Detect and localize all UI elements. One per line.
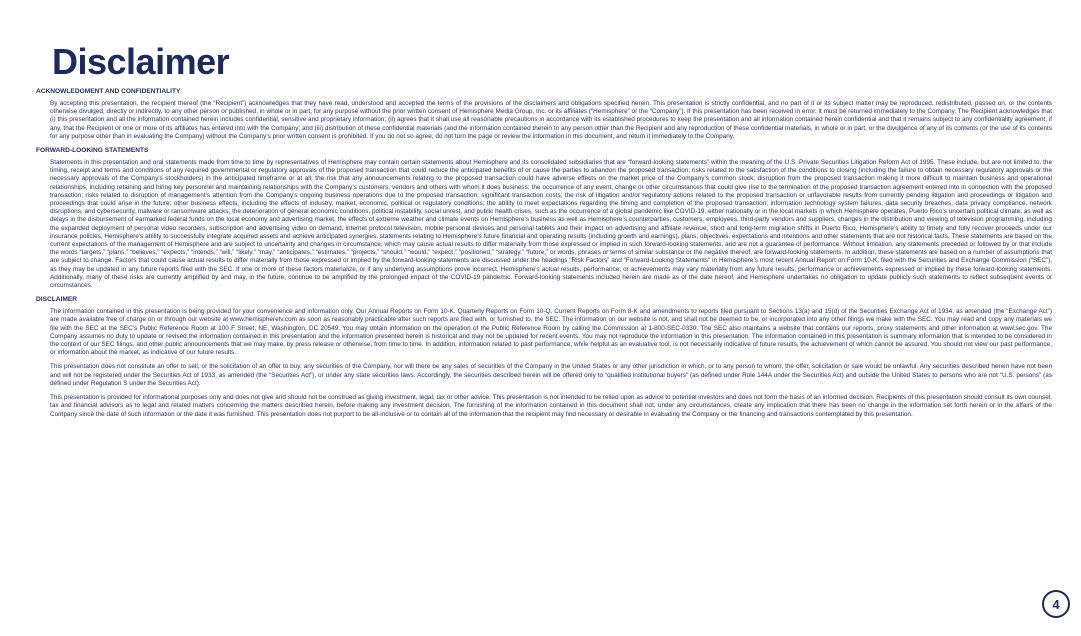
paragraph-acknowledgment: By accepting this presentation, the recipient thereof (the “Recipient”) acknowledges that they have read, understood and accepted the terms of the provisions of the disclaimers and obligations specified herein. This presentation is strictly confidential, and no part of it or its subject matter may be reproduced, redistributed, passed on, or the contents otherwise divulged, directly or indirectly, to any other person or published, in whole or in part, for any purpose without the prior written consent of Hemisphere Media Group, Inc. or its affiliates (“Hemisphere” or the “Company”). If this presentation has been received in error, it must be returned immediately to the Company. The Recipient acknowledges that (i) this presentation and all the information contained herein includes confidential, sensitive and proprietary information; (ii) agrees that it shall use all reasonable precautions in accordance with its established procedures to keep the presentation and all information contained herein confidential and that it remains subject to any confidentiality agreement, if any, that the Recipient or one or more of its affiliates has entered into with the Company; and (iii) distribution of these confidential materials (and the information contained therein to any person other than the Recipient and any reproduction of these confidential materials, in whole or in part, or the divulgence of any of its contents (or the use of its contents for any purpose other than in evaluating the Company) without the Company’s prior written consent is prohibited. If you do not so agree, do not turn the page or review the information in this document, and return it immediately to the Company. bbox=[50, 100, 1052, 140]
paragraph-disclaimer-information: The information contained in this presentation is being provided for your convenience and information only. Our Annual Reports on Form 10-K, Quarterly Reports on Form 10-Q, Current Reports on Form 8-K and amendments to reports filed pursuant to Sections 13(a) and 15(d) of the Securities Exchange Act of 1934, as amended (the “Exchange Act”) are made available free of charge on or through our website at www.hemispheretv.com as soon as reasonably practicable after such reports are filed with, or furnished to, the SEC. The information on our website is not, and shall not be deemed to be, or incorporated into any other filings we make with the SEC. You may read and copy any materials we file with the SEC at the SEC’s Public Reference Room at 100 F Street, NE, Washington, DC 20549. You may obtain information on the operation of the Public Reference Room by calling the Commission at 1-800-SEC-0330. The SEC also maintains a website that contains our reports, proxy statements and other information at www.sec.gov. The Company assumes no duty to update or revised the information contained in this presentation and the information presented herein is historical and may not be updated for recent events. You may not reproduce the information in this presentation. The information contained in this presentation is summary information that is intended to be considered in the context of our SEC filings, and other public announcements that we may make, by press release or otherwise, from time to time. In addition, information related to past performance, while helpful as an evaluative tool, is not necessarily indicative of future results, the achievement of which cannot be assured. You should not view our past performance, or information about the market, as indicative of our future results. bbox=[50, 308, 1052, 357]
section-heading-acknowledgment: ACKNOWLEDGMENT AND CONFIDENTIALITY bbox=[36, 88, 181, 95]
paragraph-forward-looking: Statements in this presentation and oral statements made from time to time by representatives of Hemisphere may contain certain statements about Hemisphere and its consolidated subsidiaries that are “forward-looking statements” within the meaning of the U.S. Private Securities Litigation Reform Act of 1995. These include, but are not limited to, the timing, receipt and terms and conditions of any required governmental or regulatory approvals of the proposed transaction that could reduce the anticipated benefits of or cause the parties to abandon the proposed transaction; risks related to the satisfaction of the conditions to closing (including the failure to obtain necessary regulatory approvals or the necessary approvals of the Company’s stockholders) in the anticipated timeframe or at all; the risk that any announcements relating to the proposed transaction could have adverse effects on the market price of the Company’s common stock; disruption from the proposed transaction making it more difficult to maintain business and operational relationships, including retaining and hiring key personnel and maintaining relationships with the Company’s customers, vendors and others with whom it does business; the occurrence of any event, change or other circumstances that could give rise to the termination of the proposed transaction agreement entered into in connection with the proposed transaction; risks related to disruption of management’s attention from the Company’s ongoing business operations due to the proposed transaction; significant transaction costs; the risk of litigation and/or regulatory actions related to the proposed transaction or unfavorable results from currently pending litigation and proceedings or litigation and proceedings that could arise in the future; other business effects, including the effects of industry, market, economic, political or regulatory conditions; the ability to meet expectations regarding the timing and completion of the proposed transaction; information technology system failures, data security breaches, data privacy compliance, network disruptions, and cybersecurity, malware or ransomware attacks; the deterioration of general economic conditions, political instability, social unrest, and public health crises, such as the occurrence of a global pandemic like COVID-19, either nationally or in the local markets in which Hemisphere operates, Puerto Rico’s uncertain political climate, as well as delays in the disbursement of earmarked federal funds on the local economy and advertising market, the effects of extreme weather and climate events on Hemisphere’s business as well as Hemisphere’s counterparties, customers, employees, third-party vendors and suppliers, changes in the distribution and viewing of television programming, including the expanded deployment of personal video recorders, subscription and advertising video on demand, internet protocol television, mobile personal devices and personal tablets and their impact on advertising and affiliate revenue, short and long-term migration shifts in Puerto Rico, Hemisphere’s ability to timely and fully recover proceeds under our insurance policies, Hemisphere’s ability to successfully integrate acquired assets and achieve anticipated synergies, statements relating to Hemisphere’s future financial and operating results (including growth and earnings), plans, objectives, expectations and intentions and other statements that are not historical facts. These statements are based on the current expectations of the management of Hemisphere and are subject to uncertainty and changes in circumstance, which may cause actual results to differ materially from those expressed or implied in such forward-looking statements, and are not a guarantee of performance. Without limitation, any statements preceded or followed by or that include the words “targets,” “plans,” “believes,” “expects,” “intends,” “will,” “likely,” “may,” “anticipates,” “estimates,” “projects,” “should,” “would,” “expect,” “positioned,” “strategy,” “future,” or words, phrases or terms of similar substance or the negative thereof, are forward-looking statements. In addition, these statements are based on a number of assumptions that are subject to change. Factors that could cause actual results to differ materially from those expressed or implied by the forward-looking statements are discussed under the headings “Risk Factors” and “Forward-Looking Statements” in Hemisphere’s most recent Annual Report on Form 10-K, filed with the Securities and Exchange Commission (“SEC”), as they may be updated in any future reports filed with the SEC. If one or more of these factors materialize, or if any underlying assumptions prove incorrect, Hemisphere’s actual results, performance, or achievements may vary materially from any future results, performance or achievements expressed or implied by these forward-looking statements. Additionally, many of these risks are currently amplified by and may, in the future, continue to be amplified by the prolonged impact of the COVID-19 pandemic. Forward-looking statements included herein are made as of the date hereof, and Hemisphere undertakes no obligation to update publicly such statements to reflect subsequent events or circumstances. bbox=[50, 159, 1052, 290]
section-heading-forward-looking: FORWARD-LOOKING STATEMENTS bbox=[36, 147, 149, 155]
paragraph-disclaimer-securities: This presentation does not constitute an offer to sell, or the solicitation of an offer to buy, any securities of the Company, nor will there be any sales of securities of the Company in the United States or any other jurisdiction in which, or to any person to whom, the offer, solicitation or sale would be unlawful. Any securities described herein have not been and will not be registered under the Securities Act of 1933, as amended (the “Securities Act”), or under any state securities laws. Accordingly, the securities described herein will be offered only to “qualified institutional buyers” (as defined under Rule 144A under the Securities Act) and outside the United States to persons who are not “U.S. persons” (as defined under Regulation S under the Securities Act). bbox=[50, 363, 1052, 387]
disclaimer-body bbox=[36, 88, 1052, 426]
section-heading-disclaimer: DISCLAIMER bbox=[36, 296, 78, 304]
page-title: Disclaimer bbox=[52, 41, 230, 82]
page-number-badge: 4 bbox=[1042, 590, 1070, 618]
paragraph-disclaimer-informational: This presentation is provided for informational purposes only and does not give and should not be construed as giving investment, legal, tax or other advice. This presentation is not intended to be relied upon as advice to potential investors and does not form the basis of an informed decision. Recipients of this presentation should consult its own counsel, tax and financial advisors as to legal and related matters concerning the matters described herein, before making any investment decision. The furnishing of the information contained in this document shall not, under any circumstances, create any implication that there has been no change in the information set forth herein or in the affairs of the Company since the date of such information or the date it was furnished. This presentation does not purport to be all-inclusive or to contain all of the information that the recipient may find necessary or desirable in evaluating the Company or the financing and transactions contemplated by this presentation. bbox=[50, 394, 1052, 418]
